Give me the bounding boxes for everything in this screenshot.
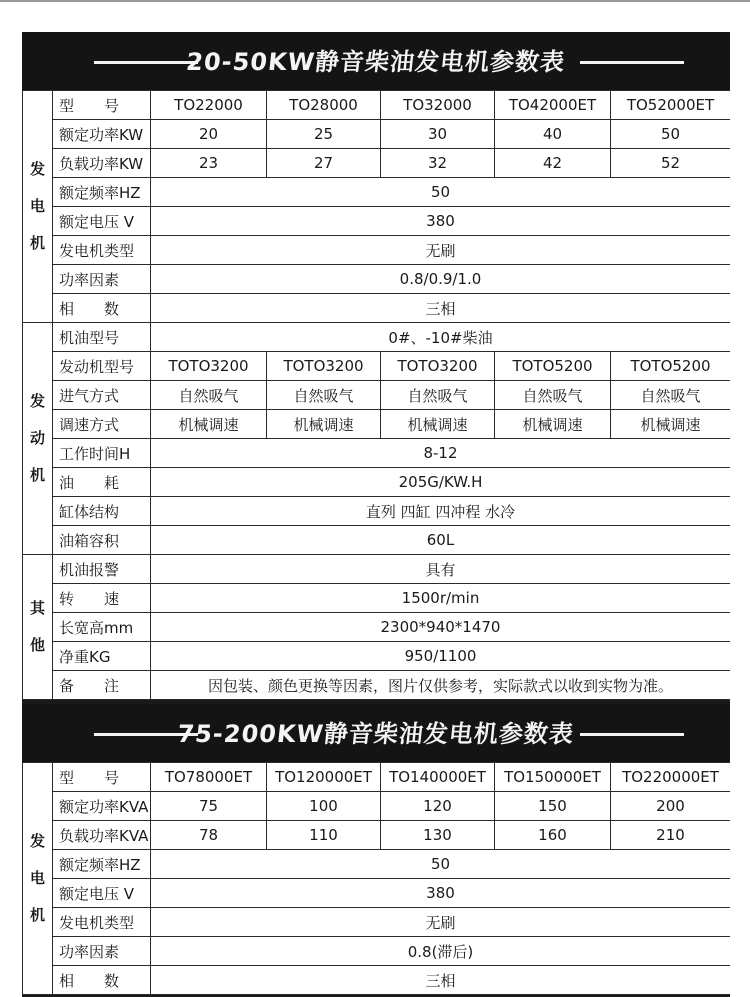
spec-row	[23, 294, 731, 323]
spec-row	[23, 497, 731, 526]
spec-row	[23, 763, 731, 792]
section-2-spec-table	[22, 762, 730, 995]
spec-row	[23, 178, 731, 207]
spec-value: 52	[611, 149, 731, 178]
spec-value: 自然吸气	[151, 381, 267, 410]
spec-value: TOTO3200	[151, 352, 267, 381]
spec-value: 自然吸气	[381, 381, 495, 410]
spec-label: 负载功率KVA	[53, 821, 151, 850]
spec-label: 油箱容积	[53, 526, 151, 555]
group-label-char: 机	[29, 906, 45, 924]
spec-row	[23, 908, 731, 937]
spec-row	[23, 352, 731, 381]
spec-value-merged: 50	[151, 850, 731, 879]
spec-value-merged: 直列 四缸 四冲程 水冷	[151, 497, 731, 526]
spec-value: 20	[151, 120, 267, 149]
spec-label: 机油报警	[53, 555, 151, 584]
spec-value: TOTO3200	[381, 352, 495, 381]
spec-value-merged: 8-12	[151, 439, 731, 468]
spec-value: 23	[151, 149, 267, 178]
spec-label: 机油型号	[53, 323, 151, 352]
spec-value-merged: 50	[151, 178, 731, 207]
spec-row	[23, 91, 731, 120]
spec-row	[23, 642, 731, 671]
spec-row	[23, 850, 731, 879]
spec-label: 相 数	[53, 966, 151, 995]
spec-value-merged: 0#、-10#柴油	[151, 323, 731, 352]
spec-value: 75	[151, 792, 267, 821]
spec-value: 150	[495, 792, 611, 821]
spec-value: 50	[611, 120, 731, 149]
spec-label: 功率因素	[53, 265, 151, 294]
top-divider	[0, 0, 750, 2]
spec-value-merged: 无刷	[151, 908, 731, 937]
spec-label: 转 速	[53, 584, 151, 613]
spec-value: TO32000	[381, 91, 495, 120]
spec-value-merged: 380	[151, 207, 731, 236]
spec-value: 机械调速	[381, 410, 495, 439]
spec-label: 净重KG	[53, 642, 151, 671]
spec-row	[23, 265, 731, 294]
section-1-title-bar	[22, 32, 730, 90]
spec-value: 210	[611, 821, 731, 850]
spec-value: 30	[381, 120, 495, 149]
spec-row	[23, 671, 731, 700]
spec-value-merged: 2300*940*1470	[151, 613, 731, 642]
group-label-char: 其	[29, 599, 45, 617]
spec-value: 110	[267, 821, 381, 850]
spec-row	[23, 381, 731, 410]
spec-value: 自然吸气	[611, 381, 731, 410]
spec-label: 缸体结构	[53, 497, 151, 526]
spec-label: 发电机类型	[53, 236, 151, 265]
group-label-char: 电	[29, 197, 45, 215]
section-2-title: 75-200KW静音柴油发电机参数表	[176, 720, 576, 748]
spec-label: 工作时间H	[53, 439, 151, 468]
spec-value: TO42000ET	[495, 91, 611, 120]
spec-value: TOTO3200	[267, 352, 381, 381]
group-label-char: 电	[29, 869, 45, 887]
spec-value: TOTO5200	[611, 352, 731, 381]
spec-label: 相 数	[53, 294, 151, 323]
spec-label: 功率因素	[53, 937, 151, 966]
spec-label: 进气方式	[53, 381, 151, 410]
spec-value: 机械调速	[495, 410, 611, 439]
spec-label: 额定功率KW	[53, 120, 151, 149]
spec-value: TO220000ET	[611, 763, 731, 792]
title-rule-right	[580, 61, 684, 64]
spec-value-merged: 无刷	[151, 236, 731, 265]
spec-value-merged: 0.8/0.9/1.0	[151, 265, 731, 294]
spec-label: 发动机型号	[53, 352, 151, 381]
spec-row	[23, 468, 731, 497]
spec-value: TO120000ET	[267, 763, 381, 792]
spec-value-merged: 具有	[151, 555, 731, 584]
spec-value: 120	[381, 792, 495, 821]
spec-row	[23, 821, 731, 850]
spec-label: 额定电压 V	[53, 207, 151, 236]
spec-value: 200	[611, 792, 731, 821]
spec-row	[23, 966, 731, 995]
spec-value: 130	[381, 821, 495, 850]
spec-value-merged: 0.8(滞后)	[151, 937, 731, 966]
spec-sheet	[22, 32, 730, 997]
group-label	[23, 323, 53, 555]
group-label-char: 机	[29, 234, 45, 252]
spec-value: TO52000ET	[611, 91, 731, 120]
spec-row	[23, 323, 731, 352]
spec-row	[23, 120, 731, 149]
spec-row	[23, 792, 731, 821]
group-label-char: 发	[29, 392, 45, 410]
spec-value: 32	[381, 149, 495, 178]
spec-label: 油 耗	[53, 468, 151, 497]
spec-value-merged: 三相	[151, 294, 731, 323]
section-1-spec-table	[22, 90, 730, 700]
spec-label: 额定频率HZ	[53, 850, 151, 879]
spec-value: 27	[267, 149, 381, 178]
spec-value: TO28000	[267, 91, 381, 120]
spec-row	[23, 149, 731, 178]
spec-value: 自然吸气	[267, 381, 381, 410]
spec-label: 发电机类型	[53, 908, 151, 937]
spec-value: 100	[267, 792, 381, 821]
spec-label: 额定电压 V	[53, 879, 151, 908]
spec-label: 型 号	[53, 763, 151, 792]
spec-value-merged: 1500r/min	[151, 584, 731, 613]
spec-value-merged: 380	[151, 879, 731, 908]
spec-value-merged: 因包装、颜色更换等因素，图片仅供参考，实际款式以收到实物为准。	[151, 671, 731, 700]
spec-row	[23, 879, 731, 908]
spec-value: 40	[495, 120, 611, 149]
spec-label: 调速方式	[53, 410, 151, 439]
spec-label: 备 注	[53, 671, 151, 700]
spec-value: TO140000ET	[381, 763, 495, 792]
spec-value: TO150000ET	[495, 763, 611, 792]
spec-value: TO78000ET	[151, 763, 267, 792]
spec-value-merged: 60L	[151, 526, 731, 555]
spec-value: 机械调速	[611, 410, 731, 439]
spec-value-merged: 950/1100	[151, 642, 731, 671]
title-rule-right	[580, 733, 684, 736]
spec-label: 长宽高mm	[53, 613, 151, 642]
group-label-char: 发	[29, 832, 45, 850]
spec-value: 25	[267, 120, 381, 149]
spec-row	[23, 439, 731, 468]
group-label-char: 发	[29, 160, 45, 178]
group-label	[23, 555, 53, 700]
spec-row	[23, 410, 731, 439]
spec-value-merged: 205G/KW.H	[151, 468, 731, 497]
spec-value: 78	[151, 821, 267, 850]
spec-row	[23, 526, 731, 555]
spec-row	[23, 555, 731, 584]
spec-value: TO22000	[151, 91, 267, 120]
spec-row	[23, 207, 731, 236]
spec-row	[23, 584, 731, 613]
spec-value: 机械调速	[267, 410, 381, 439]
spec-row	[23, 613, 731, 642]
group-label	[23, 91, 53, 323]
group-label-char: 机	[29, 466, 45, 484]
spec-label: 额定功率KVA	[53, 792, 151, 821]
group-label	[23, 763, 53, 995]
spec-value: 机械调速	[151, 410, 267, 439]
spec-label: 负载功率KW	[53, 149, 151, 178]
group-label-char: 动	[29, 429, 45, 447]
section-2-title-bar	[22, 704, 730, 762]
spec-value: 42	[495, 149, 611, 178]
spec-row	[23, 937, 731, 966]
spec-row	[23, 236, 731, 265]
spec-value: 160	[495, 821, 611, 850]
group-label-char: 他	[29, 636, 45, 654]
spec-value: TOTO5200	[495, 352, 611, 381]
spec-label: 型 号	[53, 91, 151, 120]
spec-value: 自然吸气	[495, 381, 611, 410]
spec-label: 额定频率HZ	[53, 178, 151, 207]
spec-value-merged: 三相	[151, 966, 731, 995]
section-1-title: 20-50KW静音柴油发电机参数表	[184, 48, 567, 76]
